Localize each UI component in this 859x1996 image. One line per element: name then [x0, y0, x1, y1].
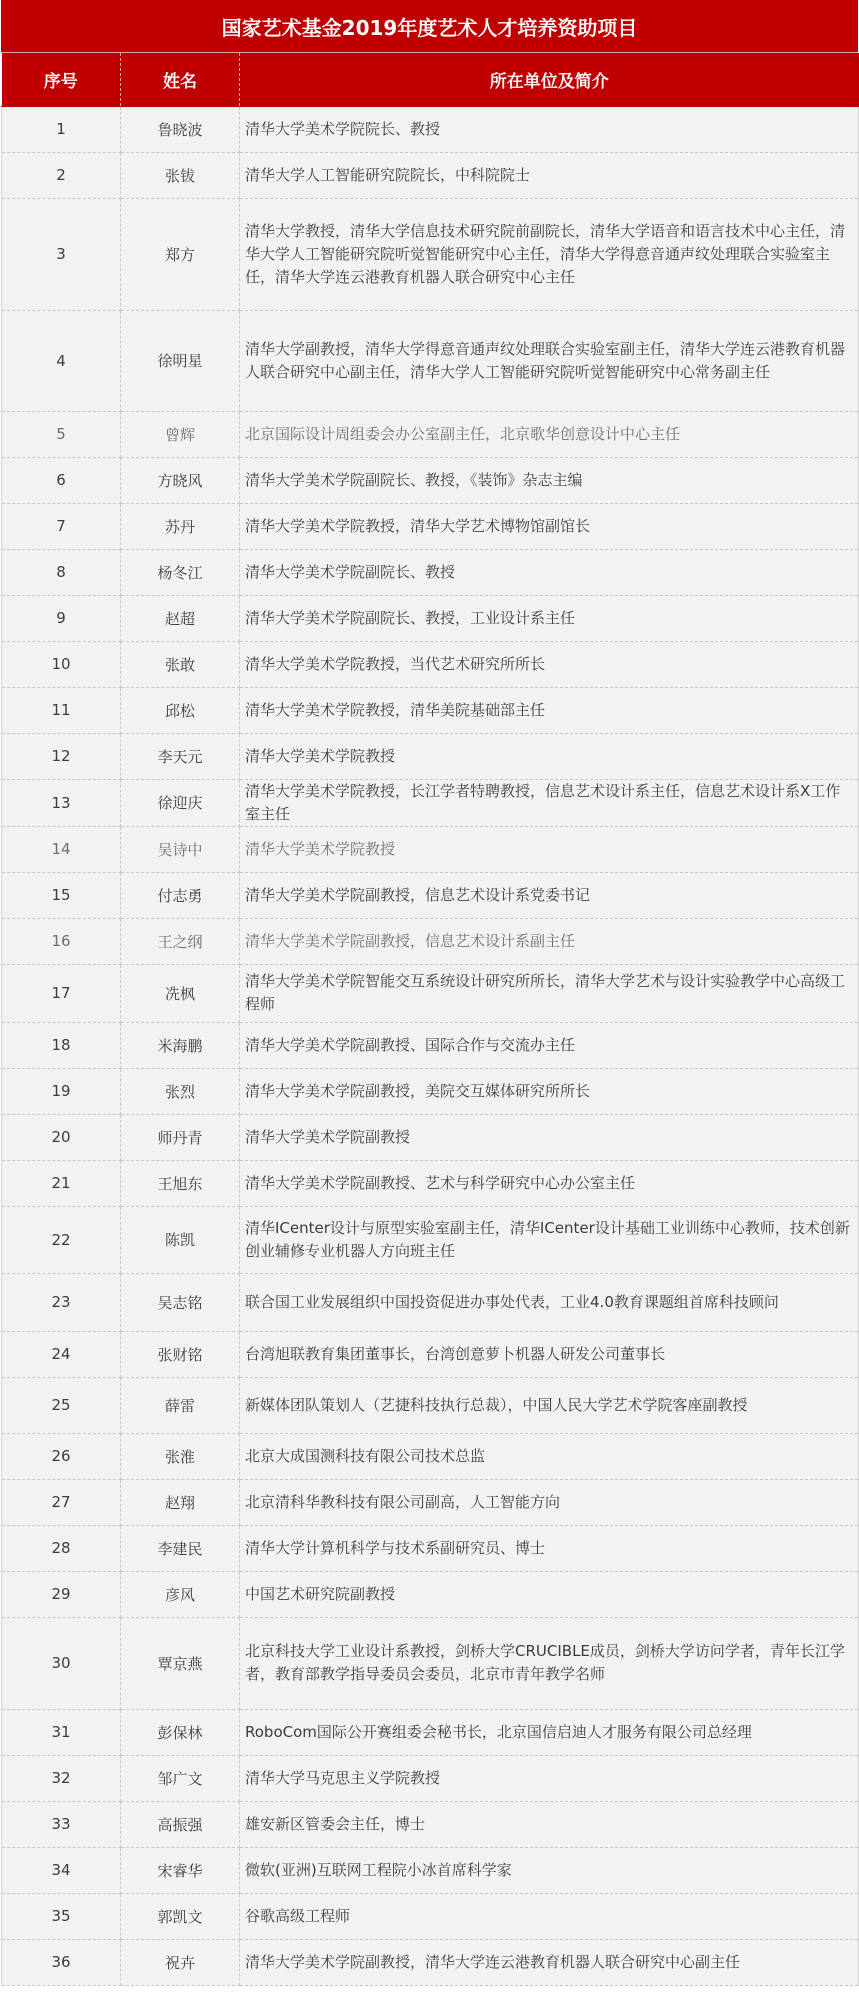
table-row: [2, 1068, 859, 1114]
row-affiliation: 清华大学美术学院副教授，信息艺术设计系副主任: [240, 918, 859, 964]
row-number: 31: [2, 1709, 121, 1755]
row-name: 米海鹏: [121, 1022, 240, 1068]
row-affiliation: 北京清科华教科技有限公司副高，人工智能方向: [240, 1479, 859, 1525]
row-name: 赵翔: [121, 1479, 240, 1525]
row-affiliation: 联合国工业发展组织中国投资促进办事处代表，工业4.0教育课题组首席科技顾问: [240, 1273, 859, 1331]
row-number: 33: [2, 1801, 121, 1847]
row-affiliation: 清华大学美术学院副院长、教授，《装饰》杂志主编: [240, 457, 859, 503]
row-affiliation: 清华大学美术学院副院长、教授，工业设计系主任: [240, 595, 859, 641]
row-name: 李天元: [121, 733, 240, 779]
recipients-table: [1, 53, 859, 1986]
row-number: 12: [2, 733, 121, 779]
row-number: 27: [2, 1479, 121, 1525]
table-row: [2, 152, 859, 198]
table-row: [2, 1847, 859, 1893]
row-name: 王之纲: [121, 918, 240, 964]
table-header-row: [2, 53, 859, 106]
row-name: 张敢: [121, 641, 240, 687]
row-name: 邱松: [121, 687, 240, 733]
row-name: 方晓风: [121, 457, 240, 503]
row-number: 10: [2, 641, 121, 687]
table-row: [2, 964, 859, 1022]
row-name: 杨冬江: [121, 549, 240, 595]
row-number: 11: [2, 687, 121, 733]
row-number: 18: [2, 1022, 121, 1068]
row-name: 彦风: [121, 1571, 240, 1617]
row-affiliation: 清华大学计算机科学与技术系副研究员、博士: [240, 1525, 859, 1571]
row-number: 7: [2, 503, 121, 549]
row-number: 30: [2, 1617, 121, 1709]
row-number: 13: [2, 779, 121, 826]
row-affiliation: 北京国际设计周组委会办公室副主任，北京歌华创意设计中心主任: [240, 411, 859, 457]
table-row: [2, 411, 859, 457]
row-number: 24: [2, 1331, 121, 1377]
row-affiliation: 清华大学美术学院教授，当代艺术研究所所长: [240, 641, 859, 687]
row-affiliation: RoboCom国际公开赛组委会秘书长，北京国信启迪人才服务有限公司总经理: [240, 1709, 859, 1755]
row-affiliation: 清华ICenter设计与原型实验室副主任，清华ICenter设计基础工业训练中心教师，技术创新创业辅修专业机器人方向班主任: [240, 1206, 859, 1273]
table-row: [2, 872, 859, 918]
row-affiliation: 清华大学美术学院副教授，美院交互媒体研究所所长: [240, 1068, 859, 1114]
row-affiliation: 北京科技大学工业设计系教授，剑桥大学CRUCIBLE成员，剑桥大学访问学者，青年长江学者，教育部教学指导委员会委员，北京市青年教学名师: [240, 1617, 859, 1709]
row-number: 2: [2, 152, 121, 198]
row-name: 邹广文: [121, 1755, 240, 1801]
row-affiliation: 清华大学美术学院院长、教授: [240, 106, 859, 152]
table-row: [2, 687, 859, 733]
table-row: [2, 1939, 859, 1985]
table-row: [2, 1525, 859, 1571]
row-affiliation: 雄安新区管委会主任，博士: [240, 1801, 859, 1847]
table-row: [2, 779, 859, 826]
row-name: 徐迎庆: [121, 779, 240, 826]
row-number: 23: [2, 1273, 121, 1331]
row-number: 34: [2, 1847, 121, 1893]
table-row: [2, 1206, 859, 1273]
table-row: [2, 595, 859, 641]
table-row: [2, 641, 859, 687]
row-name: 彭保林: [121, 1709, 240, 1755]
table-row: [2, 1160, 859, 1206]
row-number: 21: [2, 1160, 121, 1206]
row-number: 9: [2, 595, 121, 641]
row-number: 16: [2, 918, 121, 964]
row-name: 王旭东: [121, 1160, 240, 1206]
row-name: 李建民: [121, 1525, 240, 1571]
row-number: 17: [2, 964, 121, 1022]
row-name: 吴志铭: [121, 1273, 240, 1331]
row-number: 28: [2, 1525, 121, 1571]
row-number: 8: [2, 549, 121, 595]
table-row: [2, 503, 859, 549]
row-number: 36: [2, 1939, 121, 1985]
funding-list-sheet: [1, 0, 858, 1986]
row-affiliation: 清华大学美术学院副教授，清华大学连云港教育机器人联合研究中心副主任: [240, 1939, 859, 1985]
table-row: [2, 1479, 859, 1525]
table-row: [2, 1273, 859, 1331]
row-affiliation: 微软(亚洲)互联网工程院小冰首席科学家: [240, 1847, 859, 1893]
table-row: [2, 733, 859, 779]
row-name: 宋睿华: [121, 1847, 240, 1893]
row-name: 郑方: [121, 198, 240, 310]
row-number: 14: [2, 826, 121, 872]
table-title: 国家艺术基金2019年度艺术人才培养资助项目: [1, 0, 858, 53]
row-name: 鲁晓波: [121, 106, 240, 152]
header-affiliation: 所在单位及简介: [240, 53, 859, 106]
row-number: 4: [2, 310, 121, 411]
row-name: 赵超: [121, 595, 240, 641]
row-name: 张烈: [121, 1068, 240, 1114]
row-affiliation: 谷歌高级工程师: [240, 1893, 859, 1939]
row-name: 曾辉: [121, 411, 240, 457]
table-row: [2, 549, 859, 595]
row-name: 覃京燕: [121, 1617, 240, 1709]
table-row: [2, 457, 859, 503]
row-affiliation: 清华大学美术学院智能交互系统设计研究所所长，清华大学艺术与设计实验教学中心高级工程师: [240, 964, 859, 1022]
row-affiliation: 清华大学教授，清华大学信息技术研究院前副院长，清华大学语音和语言技术中心主任，清华大学人工智能研究院听觉智能研究中心主任，清华大学得意音通声纹处理联合实验室主任，清华大学连云港教育机器人联合研究中心主任: [240, 198, 859, 310]
row-affiliation: 清华大学美术学院教授: [240, 733, 859, 779]
row-number: 26: [2, 1433, 121, 1479]
row-name: 师丹青: [121, 1114, 240, 1160]
table-row: [2, 1377, 859, 1433]
row-affiliation: 清华大学副教授，清华大学得意音通声纹处理联合实验室副主任，清华大学连云港教育机器人联合研究中心副主任，清华大学人工智能研究院听觉智能研究中心常务副主任: [240, 310, 859, 411]
table-row: [2, 198, 859, 310]
table-row: [2, 106, 859, 152]
row-name: 薛雷: [121, 1377, 240, 1433]
row-name: 陈凯: [121, 1206, 240, 1273]
row-number: 32: [2, 1755, 121, 1801]
row-number: 6: [2, 457, 121, 503]
row-number: 15: [2, 872, 121, 918]
row-affiliation: 台湾旭联教育集团董事长，台湾创意萝卜机器人研发公司董事长: [240, 1331, 859, 1377]
row-name: 高振强: [121, 1801, 240, 1847]
table-row: [2, 918, 859, 964]
row-name: 祝卉: [121, 1939, 240, 1985]
row-affiliation: 清华大学美术学院副院长、教授: [240, 549, 859, 595]
row-name: 徐明星: [121, 310, 240, 411]
table-row: [2, 1114, 859, 1160]
table-row: [2, 1571, 859, 1617]
row-number: 3: [2, 198, 121, 310]
row-number: 20: [2, 1114, 121, 1160]
row-affiliation: 清华大学美术学院教授: [240, 826, 859, 872]
row-affiliation: 清华大学美术学院副教授，信息艺术设计系党委书记: [240, 872, 859, 918]
row-affiliation: 中国艺术研究院副教授: [240, 1571, 859, 1617]
row-number: 5: [2, 411, 121, 457]
row-name: 苏丹: [121, 503, 240, 549]
table-row: [2, 1801, 859, 1847]
row-affiliation: 清华大学美术学院副教授、国际合作与交流办主任: [240, 1022, 859, 1068]
table-row: [2, 1755, 859, 1801]
row-number: 25: [2, 1377, 121, 1433]
row-number: 29: [2, 1571, 121, 1617]
table-row: [2, 826, 859, 872]
header-name: 姓名: [121, 53, 240, 106]
row-number: 22: [2, 1206, 121, 1273]
table-row: [2, 1331, 859, 1377]
row-affiliation: 清华大学美术学院副教授、艺术与科学研究中心办公室主任: [240, 1160, 859, 1206]
row-name: 郭凯文: [121, 1893, 240, 1939]
row-affiliation: 清华大学美术学院教授，长江学者特聘教授，信息艺术设计系主任，信息艺术设计系X工作室主任: [240, 779, 859, 826]
row-affiliation: 清华大学马克思主义学院教授: [240, 1755, 859, 1801]
row-number: 35: [2, 1893, 121, 1939]
row-affiliation: 清华大学人工智能研究院院长，中科院院士: [240, 152, 859, 198]
row-affiliation: 清华大学美术学院副教授: [240, 1114, 859, 1160]
table-row: [2, 1433, 859, 1479]
row-name: 冼枫: [121, 964, 240, 1022]
row-affiliation: 北京大成国测科技有限公司技术总监: [240, 1433, 859, 1479]
table-row: [2, 1022, 859, 1068]
row-number: 1: [2, 106, 121, 152]
row-name: 张财铭: [121, 1331, 240, 1377]
row-number: 19: [2, 1068, 121, 1114]
header-number: 序号: [2, 53, 121, 106]
row-name: 张淮: [121, 1433, 240, 1479]
row-name: 吴诗中: [121, 826, 240, 872]
table-row: [2, 1893, 859, 1939]
row-name: 张钹: [121, 152, 240, 198]
table-row: [2, 1709, 859, 1755]
row-affiliation: 新媒体团队策划人（艺捷科技执行总裁），中国人民大学艺术学院客座副教授: [240, 1377, 859, 1433]
table-row: [2, 1617, 859, 1709]
row-affiliation: 清华大学美术学院教授，清华美院基础部主任: [240, 687, 859, 733]
table-row: [2, 310, 859, 411]
row-name: 付志勇: [121, 872, 240, 918]
row-affiliation: 清华大学美术学院教授，清华大学艺术博物馆副馆长: [240, 503, 859, 549]
